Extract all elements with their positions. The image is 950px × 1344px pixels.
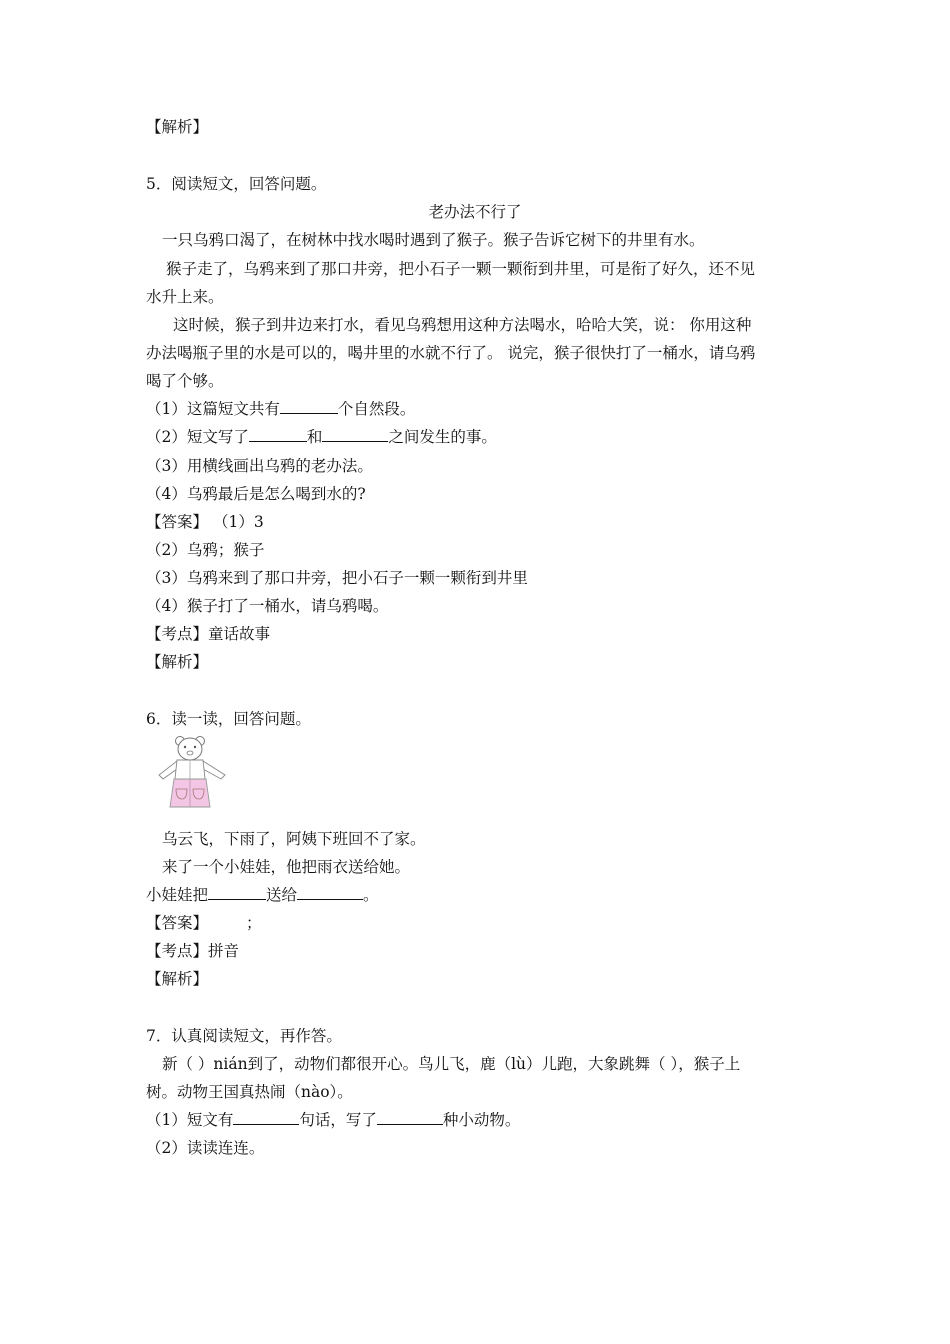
q6-question: 小娃娃把 送给 。 [146,886,379,904]
q5-paragraph-3-line-3: 喝了个够。 [146,372,224,390]
q5-analysis-label: 【解析】 [146,653,209,671]
q5-sub-question-1: （1）这篇短文共有 个自然段。 [146,400,416,418]
q7-paragraph-line-1: 新（ ）nián到了，动物们都很开心。鸟儿飞，鹿（lù）儿跑，大象跳舞（ ），猴子上 [162,1055,741,1073]
q7-sub-question-1: （1）短文有 句话，写了 种小动物。 [146,1111,521,1129]
q5-answer-4: （4）猴子打了一桶水，请乌鸦喝。 [146,597,389,615]
answer-blank[interactable] [297,885,363,900]
prev-analysis-label: 【解析】 [146,118,209,136]
q6-kaodian: 【考点】拼音 [146,942,240,960]
q5-answer-1: 【答案】 （1）3 [146,513,264,531]
q7-paragraph-line-2: 树。动物王国真热闹（nào）。 [146,1083,353,1101]
q6-analysis-label: 【解析】 [146,970,209,988]
q6-text-line-1: 乌云飞，下雨了，阿姨下班回不了家。 [162,830,426,848]
q6-answer: 【答案】 ； [146,914,262,932]
q7-sub-question-2: （2）读读连连。 [146,1139,265,1157]
answer-blank[interactable] [208,885,266,900]
q5-paragraph-2-line-2: 水升上来。 [146,288,224,306]
q5-sub-question-4: （4）乌鸦最后是怎么喝到水的? [146,485,366,503]
q5-paragraph-3-line-1: 这时候，猴子到井边来打水，看见乌鸦想用这种方法喝水，哈哈大笑，说： 你用这种 [173,316,752,334]
answer-blank[interactable] [322,427,388,442]
answer-blank[interactable] [280,399,338,414]
q5-answer-2: （2）乌鸦；猴子 [146,541,265,559]
q5-sub-question-3: （3）用横线画出乌鸦的老办法。 [146,457,373,475]
q6-text-line-2: 来了一个小娃娃，他把雨衣送给她。 [162,858,411,876]
q5-title: 老办法不行了 [428,203,522,221]
bear-raincoat-illustration [155,735,229,811]
q7-header: 7．认真阅读短文，再作答。 [146,1027,342,1045]
answer-blank[interactable] [233,1110,299,1125]
answer-blank[interactable] [377,1110,443,1125]
q5-paragraph-2-line-1: 猴子走了，乌鸦来到了那口井旁，把小石子一颗一颗衔到井里，可是衔了好久，还不见 [166,260,756,278]
q5-header: 5．阅读短文，回答问题。 [146,175,327,193]
q6-header: 6．读一读，回答问题。 [146,710,311,728]
q5-sub-question-2: （2）短文写了 和 之间发生的事。 [146,428,497,446]
q5-paragraph-3-line-2: 办法喝瓶子里的水是可以的，喝井里的水就不行了。 说完，猴子很快打了一桶水，请乌鸦 [146,344,756,362]
q5-paragraph-1: 一只乌鸦口渴了，在树林中找水喝时遇到了猴子。猴子告诉它树下的井里有水。 [162,231,705,249]
q5-answer-3: （3）乌鸦来到了那口井旁，把小石子一颗一颗衔到井里 [146,569,528,587]
answer-blank[interactable] [249,427,307,442]
q5-kaodian: 【考点】童话故事 [146,625,271,643]
